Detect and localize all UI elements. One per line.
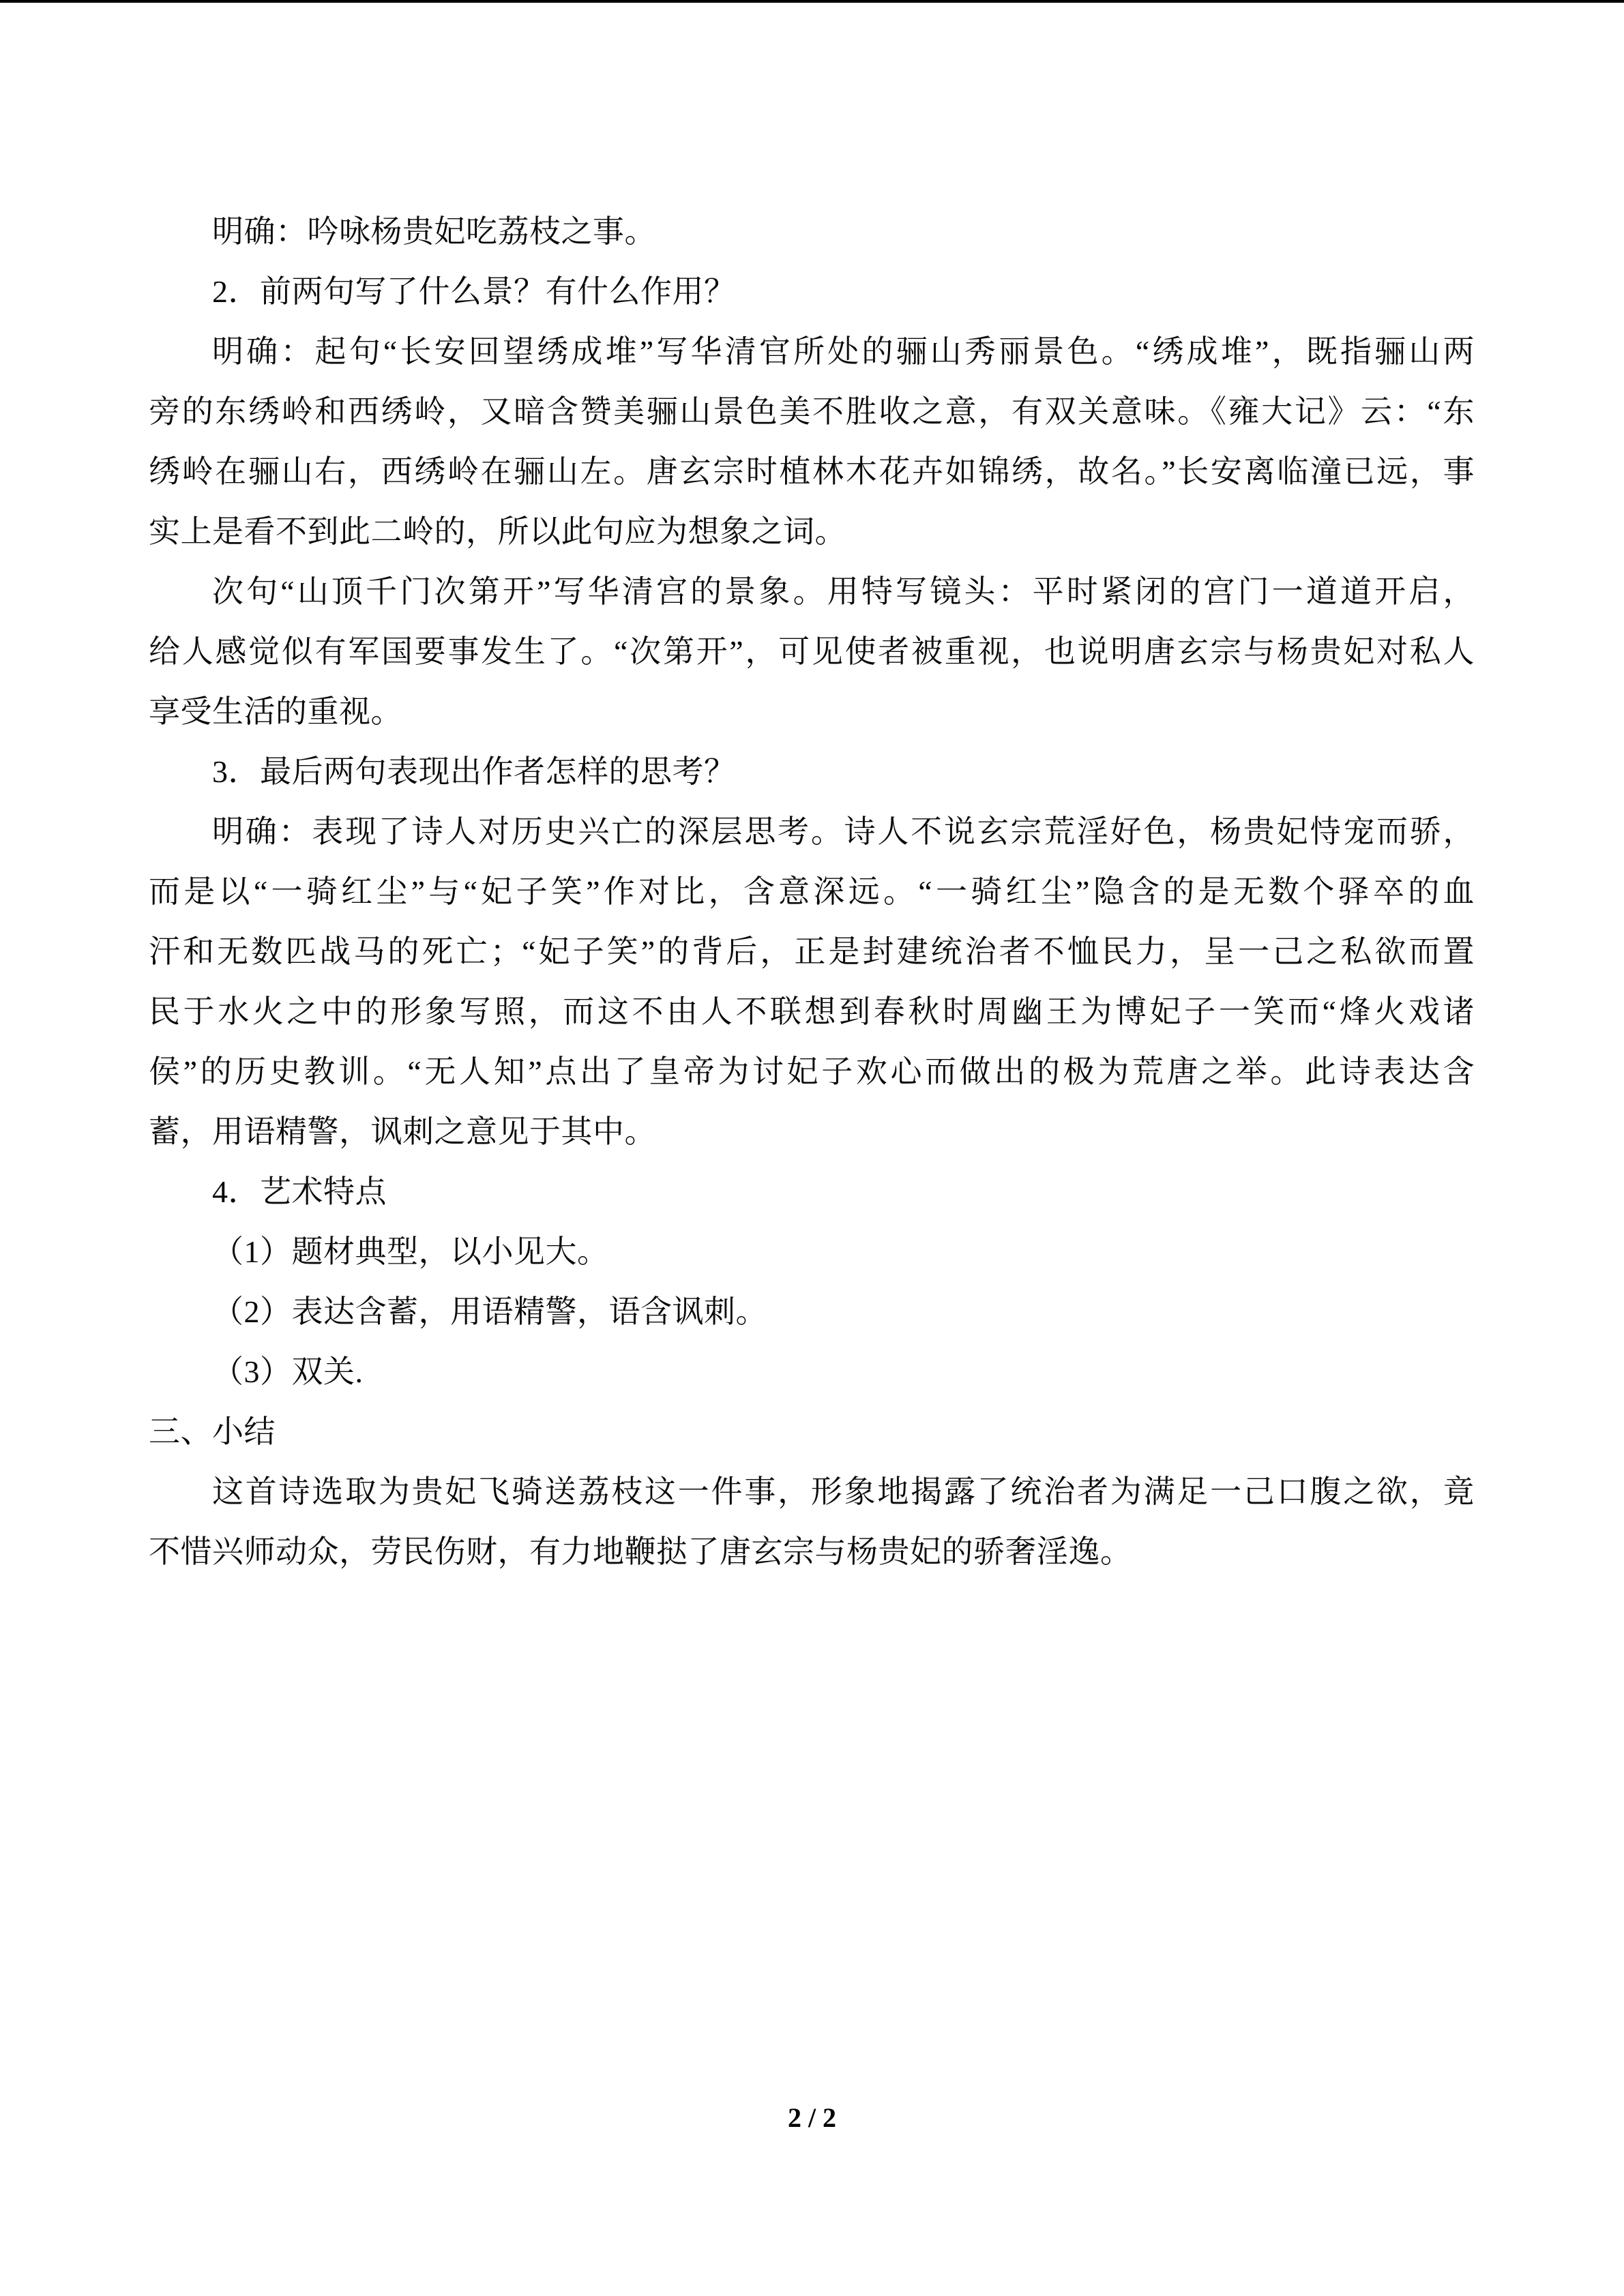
text-line: 绣岭在骊山右，西绣岭在骊山左。唐玄宗时植林木花卉如锦绣，故名。”长安离临潼已远，事: [149, 454, 1475, 489]
text-line: 蓄，用语精警，讽刺之意见于其中。: [149, 1114, 656, 1149]
text-line: 给人感觉似有军国要事发生了。“次第开”，可见使者被重视，也说明唐玄宗与杨贵妃对私人: [149, 634, 1475, 669]
text-line: 汗和无数匹战马的死亡；“妃子笑”的背后，正是封建统治者不恤民力，呈一己之私欲而置: [149, 934, 1475, 969]
text-line: 三、小结: [149, 1414, 276, 1449]
text-line: 侯”的历史教训。“无人知”点出了皇帝为讨妃子欢心而做出的极为荒唐之举。此诗表达含: [149, 1054, 1475, 1089]
text-line: 实上是看不到此二岭的，所以此句应为想象之词。: [149, 514, 846, 549]
text-line: 这首诗选取为贵妃飞骑送荔枝这一件事，形象地揭露了统治者为满足一己口腹之欲，竟: [212, 1474, 1475, 1509]
text-line: 2．前两句写了什么景？有什么作用？: [212, 274, 736, 309]
text-line: 次句“山顶千门次第开”写华清宫的景象。用特写镜头：平时紧闭的宫门一道道开启，: [212, 574, 1475, 609]
text-line: 3．最后两句表现出作者怎样的思考？: [212, 754, 736, 789]
text-line: 明确：吟咏杨贵妃吃荔枝之事。: [212, 214, 656, 249]
text-line: 而是以“一骑红尘”与“妃子笑”作对比，含意深远。“一骑红尘”隐含的是无数个驿卒的血: [149, 874, 1475, 909]
text-line: （3）双关.: [212, 1354, 364, 1389]
text-line: 4．艺术特点: [212, 1174, 387, 1209]
text-line: 民于水火之中的形象写照，而这不由人不联想到春秋时周幽王为博妃子一笑而“烽火戏诸: [149, 994, 1475, 1029]
text-line: 旁的东绣岭和西绣岭，又暗含赞美骊山景色美不胜收之意，有双关意味。《雍大记》云：“东: [149, 394, 1475, 429]
text-line: （1）题材典型，以小见大。: [212, 1234, 609, 1269]
text-line: （2）表达含蓄，用语精警，语含讽刺。: [212, 1294, 767, 1329]
page-top-border: [0, 0, 1624, 3]
text-line: 享受生活的重视。: [149, 694, 402, 729]
document-body: [149, 202, 1475, 1582]
page-number: 2 / 2: [787, 2102, 837, 2133]
text-line: 不惜兴师动众，劳民伤财，有力地鞭挞了唐玄宗与杨贵妃的骄奢淫逸。: [149, 1534, 1132, 1569]
text-line: 明确：起句“长安回望绣成堆”写华清官所处的骊山秀丽景色。“绣成堆”，既指骊山两: [212, 334, 1475, 369]
text-line: 明确：表现了诗人对历史兴亡的深层思考。诗人不说玄宗荒淫好色，杨贵妃恃宠而骄，: [212, 814, 1475, 849]
